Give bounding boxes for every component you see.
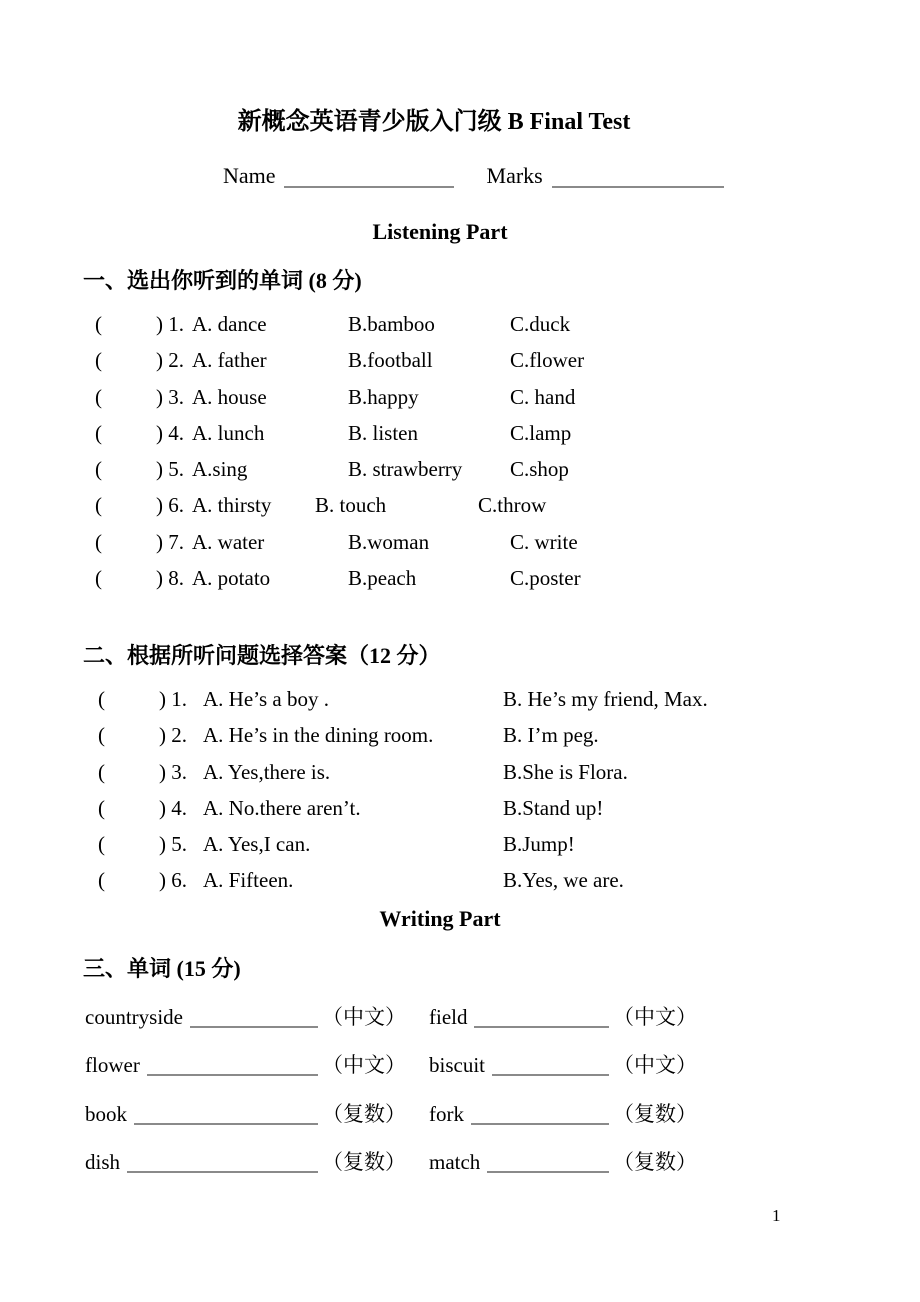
answer-blank[interactable] [102, 492, 156, 516]
option-c: C. write [510, 529, 578, 554]
answer-blank[interactable] [102, 456, 156, 480]
answer-paren-open: ( [95, 493, 102, 518]
option-a: A. thirsty [192, 493, 272, 518]
listening-word-row [95, 347, 855, 383]
exercise-word: book [85, 1101, 127, 1126]
listening-word-row [95, 492, 855, 528]
word-blank[interactable] [474, 1024, 609, 1028]
option-a: A. Yes,there is. [203, 759, 331, 784]
option-b: B.Stand up! [503, 795, 604, 820]
option-a: A. He’s in the dining room. [203, 723, 434, 748]
listening-word-row [95, 565, 855, 601]
listening-word-row [95, 384, 855, 420]
word-blank[interactable] [492, 1072, 609, 1076]
option-b: B.football [348, 348, 433, 373]
option-a: A. water [192, 529, 265, 554]
answer-blank[interactable] [105, 795, 159, 819]
option-b: B. touch [315, 493, 387, 518]
writing-part-heading: Writing Part [379, 906, 501, 931]
option-a: A. house [192, 384, 267, 409]
word-exercise-row [85, 1149, 697, 1197]
option-a: A. Fifteen. [203, 868, 294, 893]
option-a: A. father [192, 348, 267, 373]
word-exercise-row [85, 1052, 697, 1100]
listening-part-heading: Listening Part [372, 219, 508, 244]
answer-paren-close-number: ) 3. [159, 759, 187, 784]
option-a: A.sing [192, 457, 248, 482]
answer-paren-close-number: ) 2. [156, 348, 184, 373]
option-b: B. He’s my friend, Max. [503, 687, 708, 711]
answer-paren-open: ( [95, 348, 102, 373]
answer-paren-open: ( [95, 566, 102, 591]
exercise-word: flower [85, 1053, 140, 1078]
document-title: 新概念英语青少版入门级 B Final Test [237, 109, 631, 135]
option-b: B. I’m peg. [503, 723, 599, 748]
option-b: B.bamboo [348, 312, 435, 336]
answer-paren-close-number: ) 7. [156, 529, 184, 554]
option-b: B.peach [348, 566, 417, 591]
answer-blank[interactable] [105, 686, 159, 710]
listening-qa-row [98, 867, 868, 903]
section2-rows [98, 686, 868, 904]
exercise-word: field [429, 1005, 468, 1029]
answer-paren-close-number: ) 2. [159, 723, 187, 748]
option-a: A. potato [192, 566, 271, 591]
answer-blank[interactable] [105, 867, 159, 891]
option-b: B.She is Flora. [503, 759, 628, 784]
option-b: B.Yes, we are. [503, 868, 624, 893]
listening-word-row [95, 311, 855, 347]
answer-paren-open: ( [98, 795, 105, 820]
answer-blank[interactable] [102, 347, 156, 371]
answer-blank[interactable] [102, 420, 156, 444]
marks-label: Marks [486, 163, 543, 188]
exercise-word: match [429, 1150, 481, 1175]
answer-paren-open: ( [98, 868, 105, 893]
word-blank[interactable] [487, 1169, 609, 1173]
answer-blank[interactable] [102, 565, 156, 589]
word-hint: （中文） [322, 1005, 406, 1029]
option-c: C. hand [510, 384, 576, 409]
word-hint: （复数） [322, 1101, 406, 1126]
name-marks-line [223, 163, 724, 189]
section1-title: 一、选出你听到的单词 (8 分) [83, 268, 362, 293]
word-hint: （复数） [613, 1101, 697, 1126]
section3-title: 三、单词 (15 分) [83, 956, 241, 981]
answer-blank[interactable] [105, 722, 159, 746]
word-blank[interactable] [147, 1072, 318, 1076]
listening-word-row [95, 456, 855, 492]
answer-paren-open: ( [98, 759, 105, 784]
word-hint: （中文） [322, 1053, 406, 1078]
answer-paren-open: ( [95, 457, 102, 482]
marks-blank[interactable] [552, 184, 724, 188]
word-exercise-row [85, 1101, 697, 1149]
exercise-word: biscuit [429, 1053, 485, 1078]
exercise-word: countryside [85, 1005, 183, 1029]
answer-blank[interactable] [102, 529, 156, 553]
listening-qa-row [98, 831, 868, 867]
name-blank[interactable] [284, 184, 454, 188]
word-blank[interactable] [134, 1121, 318, 1125]
answer-paren-close-number: ) 1. [156, 312, 184, 336]
exercise-word: dish [85, 1150, 121, 1175]
option-a: A. He’s a boy . [203, 687, 329, 711]
answer-paren-close-number: ) 8. [156, 566, 184, 591]
option-b: B. listen [348, 420, 419, 445]
answer-paren-open: ( [98, 687, 105, 711]
listening-word-row [95, 420, 855, 456]
option-c: C.throw [478, 493, 547, 518]
page-number: 1 [772, 1206, 781, 1225]
option-b: B.Jump! [503, 832, 575, 857]
answer-paren-close-number: ) 5. [156, 457, 184, 482]
word-blank[interactable] [190, 1024, 318, 1028]
answer-paren-close-number: ) 4. [156, 420, 184, 445]
option-a: A. Yes,I can. [203, 832, 311, 857]
answer-blank[interactable] [102, 311, 156, 335]
word-hint: （中文） [613, 1053, 697, 1078]
answer-paren-close-number: ) 4. [159, 795, 187, 820]
answer-paren-open: ( [95, 312, 102, 336]
answer-paren-close-number: ) 1. [159, 687, 187, 711]
word-blank[interactable] [471, 1121, 609, 1125]
option-a: A. dance [192, 312, 267, 336]
section1-rows [95, 311, 855, 601]
word-hint: （复数） [322, 1150, 406, 1175]
option-b: B.happy [348, 384, 419, 409]
listening-qa-row [98, 759, 868, 795]
answer-paren-close-number: ) 6. [159, 868, 187, 893]
listening-qa-row [98, 686, 868, 722]
word-hint: （中文） [613, 1005, 697, 1029]
option-a: A. lunch [192, 420, 265, 445]
answer-paren-open: ( [98, 723, 105, 748]
word-exercise-row [85, 1004, 697, 1052]
option-c: C.poster [510, 566, 581, 591]
word-blank[interactable] [127, 1169, 318, 1173]
answer-paren-close-number: ) 6. [156, 493, 184, 518]
name-label: Name [223, 163, 276, 188]
answer-blank[interactable] [102, 384, 156, 408]
word-hint: （复数） [613, 1150, 697, 1175]
option-c: C.flower [510, 348, 585, 373]
answer-paren-close-number: ) 5. [159, 832, 187, 857]
listening-word-row [95, 529, 855, 565]
exercise-word: fork [429, 1101, 464, 1126]
answer-blank[interactable] [105, 759, 159, 783]
answer-blank[interactable] [105, 831, 159, 855]
listening-qa-row [98, 722, 868, 758]
section2-title: 二、根据所听问题选择答案（12 分） [83, 643, 441, 668]
answer-paren-close-number: ) 3. [156, 384, 184, 409]
answer-paren-open: ( [95, 384, 102, 409]
section3-rows [85, 1004, 697, 1198]
answer-paren-open: ( [95, 529, 102, 554]
answer-paren-open: ( [95, 420, 102, 445]
answer-paren-open: ( [98, 832, 105, 857]
option-b: B.woman [348, 529, 430, 554]
option-c: C.lamp [510, 420, 572, 445]
option-c: C.duck [510, 312, 571, 336]
option-a: A. No.there aren’t. [203, 795, 361, 820]
option-b: B. strawberry [348, 457, 463, 482]
listening-qa-row [98, 795, 868, 831]
option-c: C.shop [510, 457, 569, 482]
